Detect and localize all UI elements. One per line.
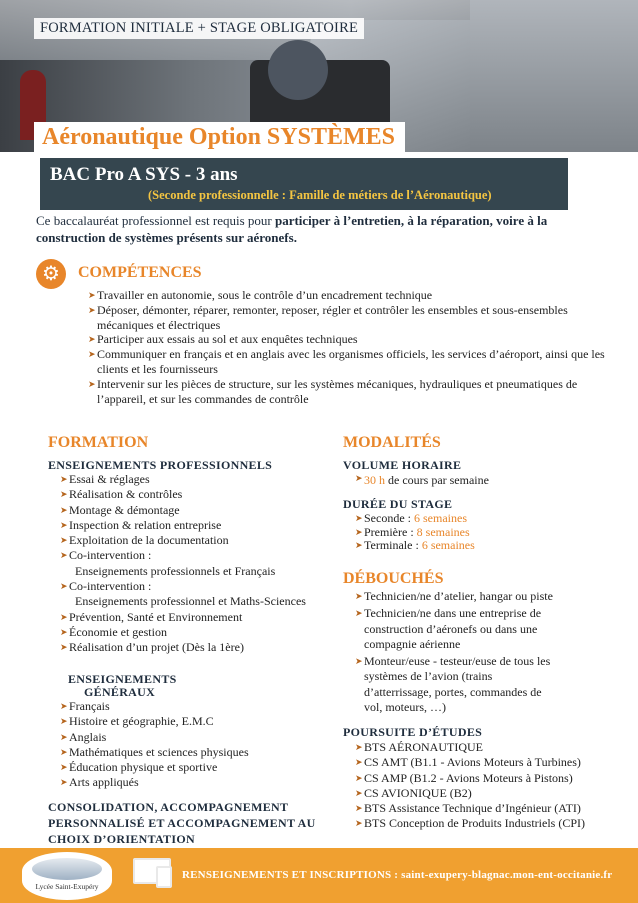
list-item: ➤ Réalisation & contrôles (60, 487, 183, 502)
list-item: ➤ Monteur/euse - testeur/euse de tous les systèmes de l’avion (trains d’atterrissage, portes, commandes de vol, moteurs, …) (355, 654, 551, 715)
list-item: ➤ Seconde : 6 semaines (355, 511, 467, 525)
logo-text: Lycée Saint-Exupéry (35, 882, 99, 891)
list-item: ➤ Technicien/ne dans une entreprise de construction d’aéronefs ou dans une compagnie aérienne (355, 606, 542, 651)
list-item: ➤ Technicien/ne d’atelier, hangar ou piste (355, 589, 553, 603)
list-item-cont: Enseignements professionnels et Français (75, 563, 276, 578)
contact-link[interactable]: RENSEIGNEMENTS ET INSCRIPTIONS : saint-exupery-blagnac.mon-ent-occitanie.fr (182, 869, 613, 881)
page-title: Aéronautique Option SYSTÈMES (34, 122, 405, 155)
list-item: ➤ Participer aux essais au sol et aux enquêtes techniques (88, 332, 358, 347)
list-item: ➤ Éducation physique et sportive (60, 760, 218, 775)
bac-title: BAC Pro A SYS - 3 ans (50, 164, 238, 185)
consolidation-line-1: CONSOLIDATION, ACCOMPAGNEMENT (48, 800, 289, 814)
list-item: ➤ Montage & démontage (60, 502, 180, 517)
list-item: ➤ Arts appliqués (60, 775, 139, 790)
list-item: ➤ Communiquer en français et en anglais avec les organismes officiels, les services d’aéroport, ainsi que les (88, 347, 605, 362)
list-item: ➤ Anglais (60, 729, 107, 744)
list-item-cont: clients et les fournisseurs (97, 361, 218, 376)
list-item: ➤ Exploitation de la documentation (60, 533, 229, 548)
list-item: ➤ Français (60, 699, 110, 713)
debouches-title: DÉBOUCHÉS (343, 570, 444, 587)
gen-title-2: GÉNÉRAUX (84, 685, 156, 699)
formation-tag: FORMATION INITIALE + STAGE OBLIGATOIRE (34, 18, 364, 39)
formation-title: FORMATION (48, 434, 149, 451)
list-item: ➤ Co-intervention : (60, 548, 152, 563)
list-item: ➤ Prévention, Santé et Environnement (60, 609, 243, 624)
list-item: ➤ BTS AÉRONAUTIQUE (355, 740, 483, 754)
competences-list (88, 288, 606, 406)
intro-text: Ce baccalauréat professionnel est requis pour participer à l’entretien, à la réparation, voire à la construction de systèmes présents sur aéronefs. (36, 213, 548, 245)
bac-subtitle: (Seconde professionnelle : Famille de métiers de l’Aéronautique) (148, 188, 492, 202)
volume-horaire: ➤ 30 h de cours par semaine (355, 473, 489, 487)
consolidation-line-2: PERSONNALISÉ ET ACCOMPAGNEMENT AU (48, 816, 316, 830)
list-item: ➤ Terminale : 6 semaines (355, 538, 475, 552)
duree-title: DURÉE DU STAGE (343, 497, 453, 511)
list-item: ➤ Co-intervention : (60, 579, 152, 594)
modalites-title: MODALITÉS (343, 434, 441, 451)
consolidation-line-3: CHOIX D’ORIENTATION (48, 832, 195, 846)
bac-banner (40, 158, 568, 210)
list-item: ➤ CS AMP (B1.2 - Avions Moteurs à Pistons) (355, 770, 573, 785)
list-item: ➤ Mathématiques et sciences physiques (60, 744, 249, 759)
list-item: ➤ CS AVIONIQUE (B2) (355, 785, 472, 800)
plane-icon (32, 858, 102, 880)
volume-title: VOLUME HORAIRE (343, 458, 462, 472)
competences-title: COMPÉTENCES (78, 264, 202, 281)
list-item: ➤ Travailler en autonomie, sous le contrôle d’un encadrement technique (88, 288, 433, 302)
list-item-cont: Enseignements professionnel et Maths-Sciences (75, 594, 306, 609)
debouches-list (355, 589, 560, 715)
list-item: ➤ BTS Assistance Technique d’Ingénieur (ATI) (355, 801, 581, 816)
gen-title-1: ENSEIGNEMENTS (68, 672, 177, 686)
poursuite-list (355, 740, 615, 832)
footer (0, 848, 638, 903)
list-item: ➤ Économie et gestion (60, 624, 167, 639)
list-item: ➤ Inspection & relation entreprise (60, 517, 222, 532)
phone-icon (156, 866, 172, 888)
list-item: ➤ Première : 8 semaines (355, 524, 470, 539)
gen-list (60, 699, 330, 791)
poursuite-title: POURSUITE D’ÉTUDES (343, 725, 483, 739)
list-item: ➤ Intervenir sur les pièces de structure, sur les systèmes mécaniques, hydrauliques et pneumatiques de l’appareil, et sur les commandes de contrôle (88, 376, 578, 406)
list-item: ➤ Essai & réglages (60, 472, 150, 486)
list-item: ➤ CS AMT (B1.1 - Avions Moteurs à Turbines) (355, 755, 581, 770)
list-item: ➤ Histoire et géographie, E.M.C (60, 714, 214, 729)
list-item: ➤ Réalisation d’un projet (Dès la 1ère) (60, 640, 244, 655)
list-item: ➤ Déposer, démonter, réparer, remonter, reposer, régler et contrôler les ensembles et sous-ensembles mécaniques et électriques (88, 302, 568, 332)
pro-list (60, 472, 330, 656)
list-item: ➤ BTS Conception de Produits Industriels (CPI) (355, 816, 585, 831)
pro-title: ENSEIGNEMENTS PROFESSIONNELS (48, 458, 273, 472)
school-logo (22, 852, 112, 900)
gear-icon: ⚙ (36, 259, 66, 289)
stage-list (355, 512, 475, 553)
